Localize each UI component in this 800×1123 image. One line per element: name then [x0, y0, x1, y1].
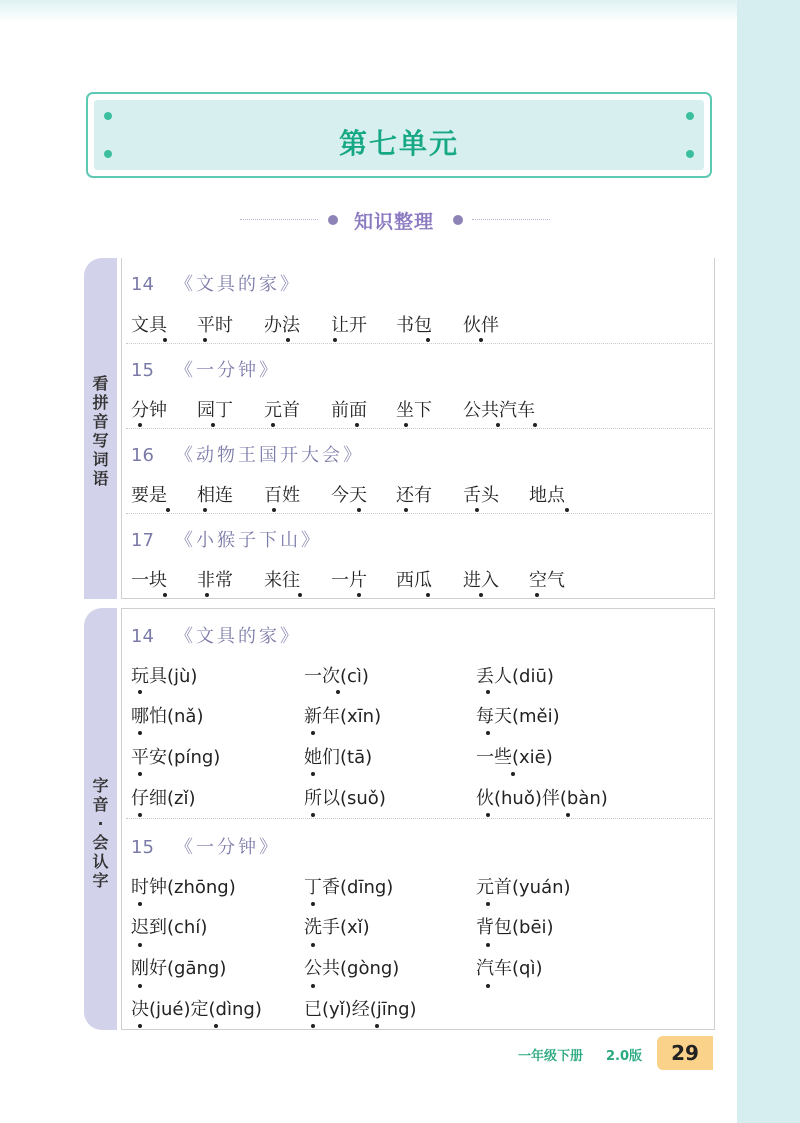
vocab-word: 来往 [264, 570, 300, 591]
emphasis-dot [163, 593, 167, 597]
emphasis-dot [138, 690, 142, 694]
label-char: 词 [92, 450, 109, 469]
emphasis-dot [138, 943, 142, 947]
emphasis-dot [138, 731, 142, 735]
lesson-title: 《动物王国开大会》 [175, 445, 364, 466]
lesson-title: 《一分钟》 [175, 360, 280, 381]
emphasis-dot [286, 338, 290, 342]
emphasis-dot [486, 813, 490, 817]
label-char: 字 [92, 776, 109, 795]
label-char: 写 [92, 431, 109, 450]
emphasis-dot [479, 338, 483, 342]
lesson-number: 17 [131, 530, 154, 551]
lesson-heading [131, 622, 301, 648]
emphasis-dot [138, 1024, 142, 1028]
vocab-word: 西瓜 [396, 570, 432, 591]
label-char: 音 [92, 412, 109, 431]
section-title: 知识整理 [354, 211, 435, 233]
word-row [131, 311, 691, 337]
unit-title: 第七单元 [338, 127, 459, 160]
pronunciation-entry: 丁香(dīng) [304, 877, 394, 898]
lesson-title: 《文具的家》 [175, 626, 301, 647]
vocab-word: 一片 [331, 570, 367, 591]
lesson-number: 15 [131, 360, 154, 381]
pronunciation-entry: 公共(gòng) [304, 958, 400, 979]
emphasis-dot [486, 731, 490, 735]
emphasis-dot [205, 593, 209, 597]
pronunciation-entry: 一次(cì) [304, 666, 369, 687]
emphasis-dot [166, 508, 170, 512]
emphasis-dot [311, 943, 315, 947]
vocab-word: 要是 [131, 485, 167, 506]
emphasis-dot [138, 902, 142, 906]
vocab-word: 进入 [463, 570, 499, 591]
banner-dot [686, 150, 694, 158]
unit-banner [86, 92, 712, 178]
pronunciation-entry: 刚好(gāng) [131, 958, 227, 979]
divider [126, 343, 712, 344]
emphasis-dot [496, 423, 500, 427]
label-char: 看 [92, 374, 109, 393]
pronunciation-entry: 玩具(jù) [131, 666, 198, 687]
pronunciation-entry: 背包(bēi) [476, 917, 554, 938]
bullet-icon [328, 215, 338, 225]
footer-edition: 2.0版 [606, 1049, 643, 1064]
label-char: 音 [92, 795, 109, 814]
pronunciation-entry: 已(yǐ)经(jīng) [304, 999, 417, 1020]
emphasis-dot [486, 902, 490, 906]
vocab-word: 还有 [396, 485, 432, 506]
emphasis-dot [271, 423, 275, 427]
emphasis-dot [138, 772, 142, 776]
emphasis-dot [357, 593, 361, 597]
vocab-word: 园丁 [197, 400, 233, 421]
footer-grade: 一年级下册 [518, 1049, 584, 1064]
divider [126, 428, 712, 429]
lesson-title: 《文具的家》 [175, 274, 301, 295]
pronunciation-entry: 决(jué)定(dìng) [131, 999, 262, 1020]
divider [240, 219, 318, 220]
vocab-word: 让开 [331, 315, 367, 336]
emphasis-dot [138, 423, 142, 427]
vocab-word: 公共汽车 [463, 400, 535, 421]
emphasis-dot [203, 508, 207, 512]
pronunciation-entry: 迟到(chí) [131, 917, 208, 938]
vocab-word: 文具 [131, 315, 167, 336]
emphasis-dot [535, 593, 539, 597]
lesson-heading [131, 356, 280, 382]
emphasis-dot [486, 943, 490, 947]
pronunciation-entry: 伙(huǒ)伴(bàn) [476, 788, 608, 809]
emphasis-dot [486, 690, 490, 694]
emphasis-dot [214, 1024, 218, 1028]
vocab-word: 办法 [264, 315, 300, 336]
banner-dot [686, 112, 694, 120]
vocab-word: 元首 [264, 400, 300, 421]
emphasis-dot [311, 984, 315, 988]
lesson-heading [131, 270, 301, 296]
vocab-word: 百姓 [264, 485, 300, 506]
emphasis-dot [163, 338, 167, 342]
pronunciation-entry: 洗手(xǐ) [304, 917, 370, 938]
emphasis-dot [203, 338, 207, 342]
emphasis-dot [138, 813, 142, 817]
emphasis-dot [272, 508, 276, 512]
emphasis-dot [426, 338, 430, 342]
banner-inner [94, 100, 704, 170]
pronunciation-entry: 元首(yuán) [476, 877, 571, 898]
page-number: 29 [657, 1036, 713, 1070]
emphasis-dot [211, 423, 215, 427]
lesson-number: 14 [131, 626, 154, 647]
lesson-heading [131, 441, 364, 467]
pronunciation-entry: 一些(xiē) [476, 747, 553, 768]
emphasis-dot [333, 338, 337, 342]
vocab-word: 伙伴 [463, 315, 499, 336]
vocab-word: 前面 [331, 400, 367, 421]
vocab-word: 坐下 [396, 400, 432, 421]
divider [126, 513, 712, 514]
emphasis-dot [426, 593, 430, 597]
emphasis-dot [311, 813, 315, 817]
right-stripe [737, 0, 800, 1123]
emphasis-dot [298, 593, 302, 597]
lesson-number: 16 [131, 445, 154, 466]
emphasis-dot [566, 813, 570, 817]
emphasis-dot [357, 508, 361, 512]
label-char: 拼 [92, 393, 109, 412]
lesson-number: 14 [131, 274, 154, 295]
banner-dot [104, 112, 112, 120]
pronunciation-entry: 汽车(qì) [476, 958, 543, 979]
emphasis-dot [311, 772, 315, 776]
pronunciation-entry: 她们(tā) [304, 747, 373, 768]
vocab-word: 今天 [331, 485, 367, 506]
pronunciation-entry: 所以(suǒ) [304, 788, 386, 809]
emphasis-dot [311, 731, 315, 735]
emphasis-dot [375, 1024, 379, 1028]
vocab-word: 分钟 [131, 400, 167, 421]
side-tab-part2 [84, 608, 117, 1030]
pronunciation-entry: 仔细(zǐ) [131, 788, 196, 809]
word-row [131, 566, 691, 592]
pronunciation-entry: 新年(xīn) [304, 706, 382, 727]
emphasis-dot [404, 508, 408, 512]
pronunciation-entry: 每天(měi) [476, 706, 560, 727]
vocab-word: 书包 [396, 315, 432, 336]
emphasis-dot [355, 423, 359, 427]
part2-label [84, 776, 117, 890]
vocab-word: 相连 [197, 485, 233, 506]
lesson-heading [131, 833, 280, 859]
pronunciation-entry: 时钟(zhōng) [131, 877, 236, 898]
emphasis-dot [533, 423, 537, 427]
emphasis-dot [311, 1024, 315, 1028]
banner-dot [104, 150, 112, 158]
pronunciation-entry: 丢人(diū) [476, 666, 554, 687]
label-char: 认 [92, 852, 109, 871]
emphasis-dot [511, 772, 515, 776]
emphasis-dot [336, 690, 340, 694]
divider [126, 818, 712, 819]
label-char: 语 [92, 469, 109, 488]
emphasis-dot [486, 984, 490, 988]
vocab-word: 非常 [197, 570, 233, 591]
pronunciation-entry: 哪怕(nǎ) [131, 706, 204, 727]
vocab-word: 舌头 [463, 485, 499, 506]
lesson-heading [131, 526, 322, 552]
label-char: 字 [92, 871, 109, 890]
vocab-word: 一块 [131, 570, 167, 591]
word-row [131, 396, 691, 422]
section-heading [240, 206, 550, 234]
vocab-word: 空气 [529, 570, 565, 591]
emphasis-dot [475, 508, 479, 512]
pronunciation-entry: 平安(píng) [131, 747, 221, 768]
top-band [0, 0, 737, 22]
label-char: 会 [92, 833, 109, 852]
emphasis-dot [311, 902, 315, 906]
lesson-number: 15 [131, 837, 154, 858]
side-tab-part1 [84, 258, 117, 599]
label-char: · [97, 814, 104, 833]
lesson-title: 《一分钟》 [175, 837, 280, 858]
emphasis-dot [404, 423, 408, 427]
bullet-icon [453, 215, 463, 225]
divider [472, 219, 550, 220]
emphasis-dot [479, 593, 483, 597]
emphasis-dot [565, 508, 569, 512]
lesson-title: 《小猴子下山》 [175, 530, 322, 551]
word-row [131, 481, 691, 507]
vocab-word: 平时 [197, 315, 233, 336]
vocab-word: 地点 [529, 485, 565, 506]
emphasis-dot [138, 984, 142, 988]
part1-label [84, 374, 117, 488]
